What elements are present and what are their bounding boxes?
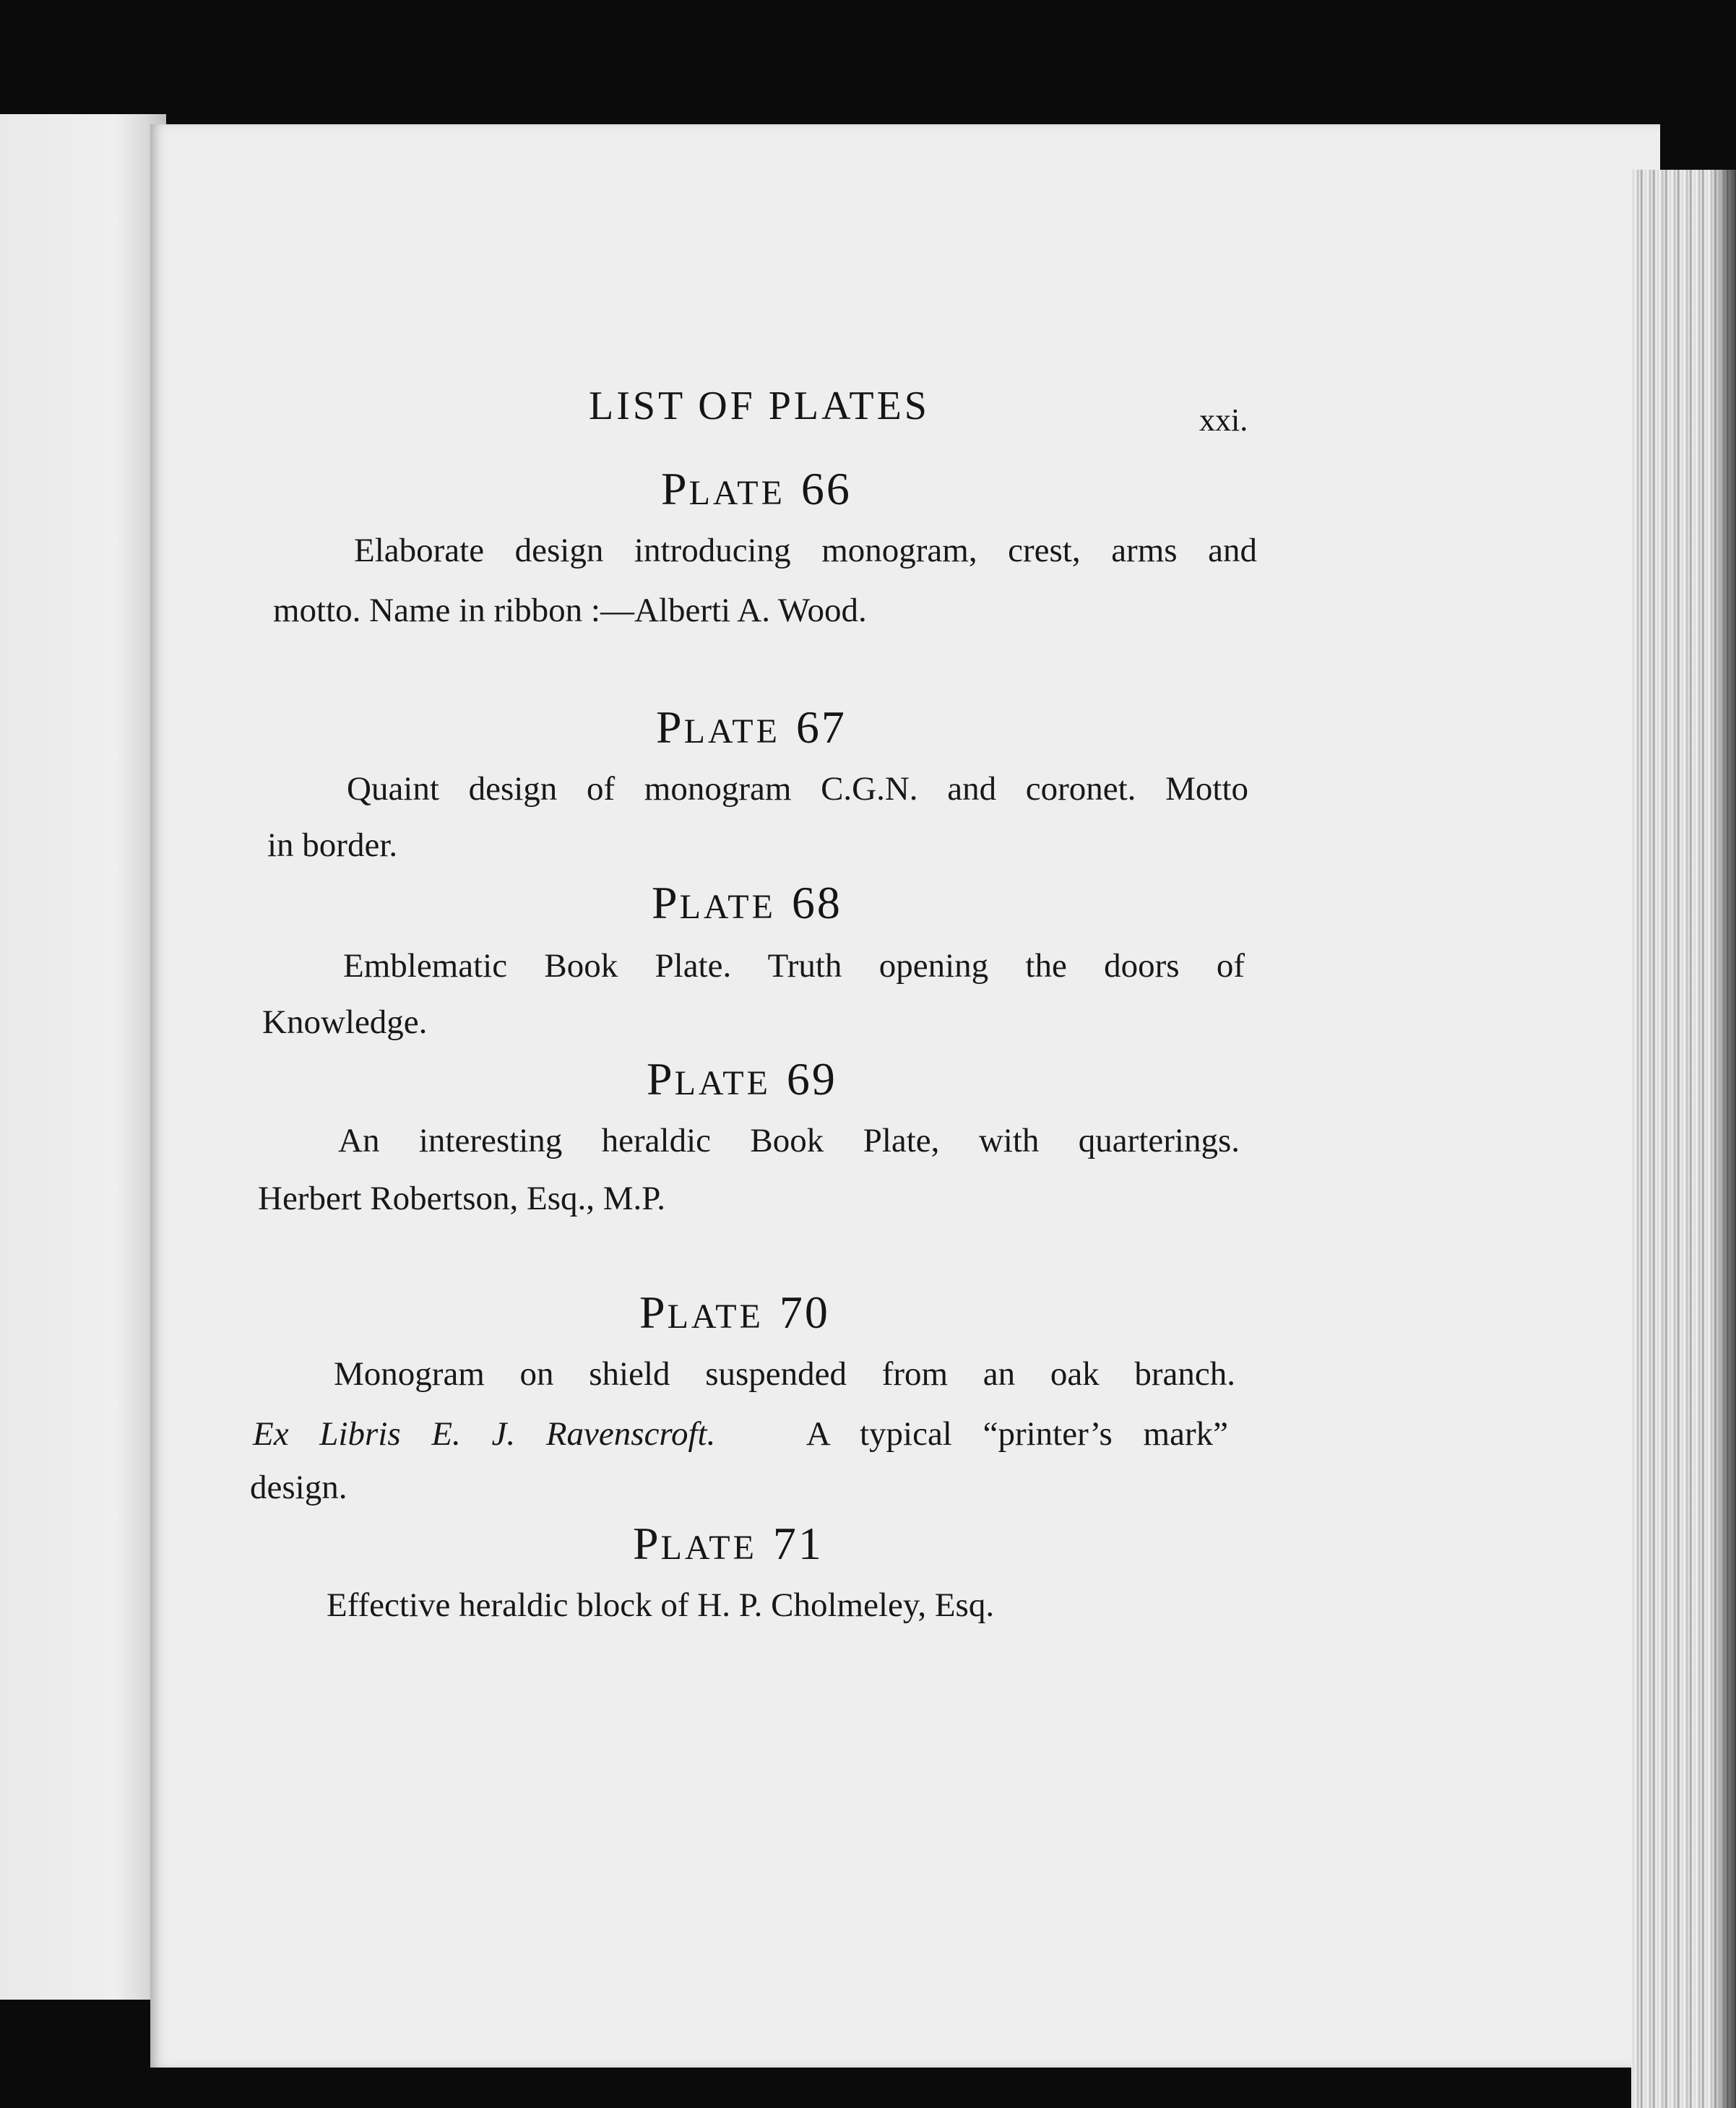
plate-label-rest: LATE xyxy=(679,888,776,926)
plate-label-initial: P xyxy=(661,463,689,514)
plate-70-line-3: design. xyxy=(250,1469,347,1506)
plate-label-initial: P xyxy=(652,877,680,928)
page-edges-shadow xyxy=(1712,170,1736,2108)
plate-69-line-1: An interesting heraldic Book Plate, with quarterings. xyxy=(338,1122,1240,1159)
left-page-edge xyxy=(0,114,166,2000)
plate-label-initial: P xyxy=(647,1053,675,1105)
plate-heading-70 xyxy=(639,1286,830,1339)
plate-label-rest: LATE xyxy=(660,1529,757,1567)
plate-66-line-2: motto. Name in ribbon :—Alberti A. Wood. xyxy=(273,592,867,629)
running-header-title: LIST OF PLATES xyxy=(589,384,930,428)
plate-number: 66 xyxy=(800,463,852,514)
plate-number: 70 xyxy=(779,1287,830,1338)
plate-69-line-2: Herbert Robertson, Esq., M.P. xyxy=(258,1180,665,1217)
plate-label-initial: P xyxy=(656,701,684,753)
plate-70-line-1: Monogram on shield suspended from an oak branch. xyxy=(334,1355,1235,1393)
plate-label-rest: LATE xyxy=(674,1064,771,1102)
page-number: xxi. xyxy=(1199,402,1248,438)
plate-heading-71 xyxy=(633,1517,824,1571)
ex-libris-text: Ex Libris E. J. Ravenscroft. xyxy=(253,1415,716,1453)
printers-mark-text: A typical “printer’s mark” xyxy=(806,1415,1228,1453)
plate-label-initial: P xyxy=(633,1518,661,1569)
plate-label-rest: LATE xyxy=(667,1297,764,1336)
plate-number: 67 xyxy=(795,701,847,753)
plate-heading-67 xyxy=(656,701,847,754)
plate-number: 68 xyxy=(791,877,842,928)
plate-heading-69 xyxy=(647,1053,837,1106)
plate-68-line-2: Knowledge. xyxy=(262,1003,428,1041)
plate-label-rest: LATE xyxy=(688,474,785,512)
plate-71-line-1: Effective heraldic block of H. P. Cholmeley, Esq. xyxy=(327,1586,995,1624)
plate-66-line-1: Elaborate design introducing monogram, crest, arms and xyxy=(354,532,1257,569)
plate-70-line-2 xyxy=(253,1414,1228,1453)
plate-heading-68 xyxy=(652,876,842,930)
plate-label-rest: LATE xyxy=(683,712,780,751)
plate-68-line-1: Emblematic Book Plate. Truth opening the doors of xyxy=(343,947,1245,985)
plate-heading-66 xyxy=(661,462,852,516)
plate-67-line-2: in border. xyxy=(267,826,398,864)
plate-number: 69 xyxy=(786,1053,837,1105)
plate-number: 71 xyxy=(772,1518,824,1569)
plate-label-initial: P xyxy=(639,1287,668,1338)
plate-67-line-1: Quaint design of monogram C.G.N. and coronet. Motto xyxy=(347,770,1248,808)
